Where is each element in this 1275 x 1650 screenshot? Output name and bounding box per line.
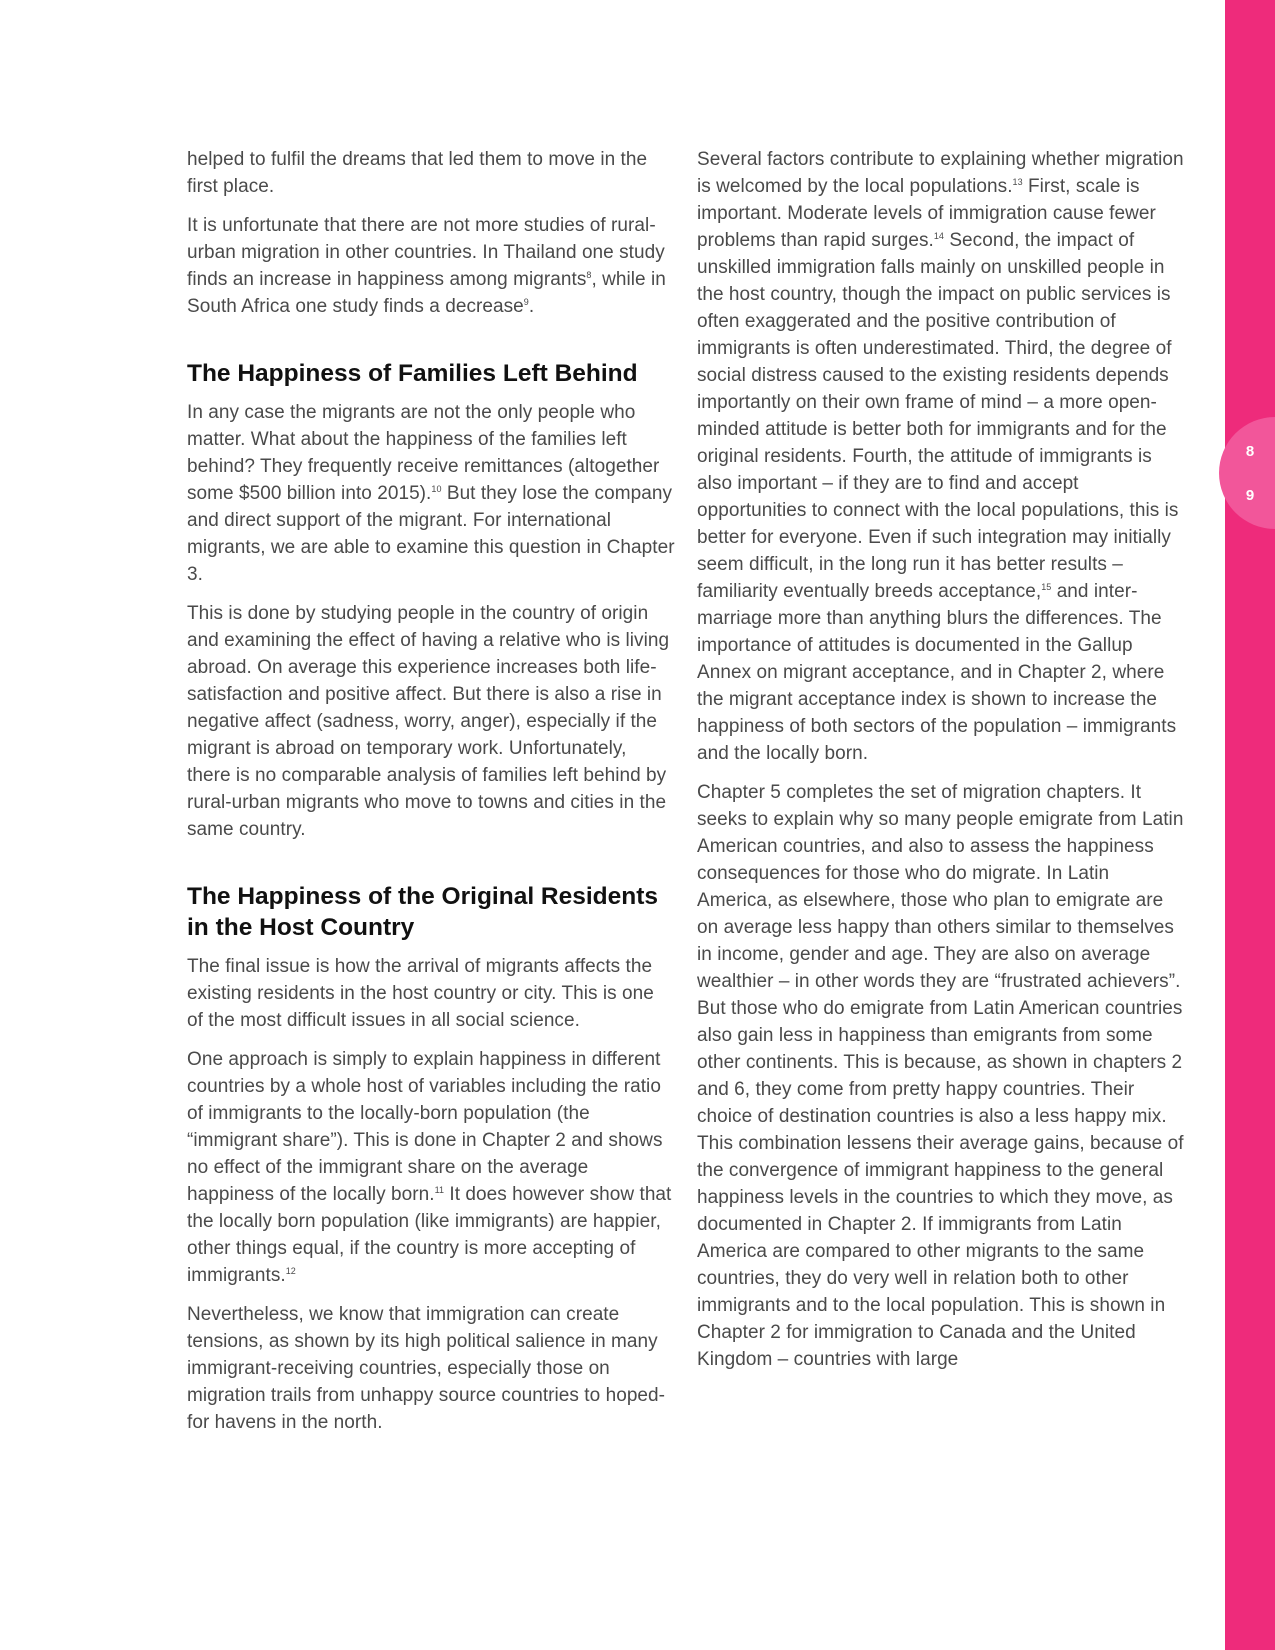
- paragraph: The final issue is how the arrival of migrants affects the existing residents in the host country or city. This is one of the most difficult issues in all social science.: [187, 956, 654, 1031]
- paragraph: Chapter 5 completes the set of migration chapters. It seeks to explain why so many people emigrate from Latin American countries, and also to assess the happiness consequences for those who do migrate. In Latin America, as elsewhere, those who plan to emigrate are on average less happy than others similar to themselves in income, gender and age. They are also on average wealthier – in other words they are “frustrated achievers”. But those who do emigrate from Latin American countries also gain less in happiness than emigrants from some other continents. This is because, as shown in chapters 2 and 6, they come from pretty happy countries. Their choice of destination countries is also a less happy mix. This combination lessens their average gains, because of the convergence of immigrant happiness to the general happiness levels in the countries to which they move, as documented in Chapter 2. If immigrants from Latin America are compared to other migrants to the same countries, they do very well in relation both to other immigrants and to the local population. This is shown in Chapter 2 for immigration to Canada and the United Kingdom – countries with large: [697, 782, 1184, 1370]
- right-column: [697, 146, 1187, 1385]
- footnote-ref: 15: [1041, 582, 1052, 592]
- section-heading: The Happiness of the Original Residents in the Host Country: [187, 883, 659, 941]
- paragraph: It is unfortunate that there are not more studies of rural-urban migration in other countries. In Thailand one study finds an increase in happiness among migrants$^8$, while in South Africa one study finds a decrease$^9$.: [187, 215, 666, 317]
- paragraph: Nevertheless, we know that immigration can create tensions, as shown by its high political salience in many immigrant-receiving countries, especially those on migration trails from unhappy source countries to hoped-for havens in the north.: [187, 1304, 666, 1433]
- paragraph: This is done by studying people in the country of origin and examining the effect of having a relative who is living abroad. On average this experience increases both life-satisfaction and positive affect. But there is also a rise in negative affect (sadness, worry, anger), especially if the migrant is abroad on temporary work. Unfortunately, there is no comparable analysis of families left behind by rural-urban migrants who move to towns and cities in the same country.: [187, 603, 670, 840]
- footnote-ref: 9: [523, 297, 529, 307]
- footnote-ref: 13: [1012, 177, 1023, 187]
- paragraph: In any case the migrants are not the only people who matter. What about the happiness of the families left behind? They frequently receive remittances (altogether some $500 billion into 2015).$^{10}$ But they lose the company and direct support of the migrant. For international migrants, we are able to examine this question in Chapter 3.: [187, 402, 675, 585]
- footnote-ref: 12: [285, 1266, 296, 1276]
- paragraph: helped to fulfil the dreams that led them to move in the first place.: [187, 149, 648, 197]
- footnote-ref: 10: [431, 484, 442, 494]
- paragraph: Several factors contribute to explaining whether migration is welcomed by the local populations.$^{13}$ First, scale is important. Moderate levels of immigration cause fewer problems than rapid surges.$^{14}$ Second, the impact of unskilled immigration falls mainly on unskilled people in the host country, though the impact on public services is often exaggerated and the positive contribution of immigrants is often underestimated. Third, the degree of social distress caused to the existing residents depends importantly on their own frame of mind – a more open-minded attitude is better both for immigrants and for the original residents. Fourth, the attitude of immigrants is also important – if they are to find and accept opportunities to connect with the local populations, this is better for everyone. Even if such integration may initially seem difficult, in the long run it has better results – familiarity eventually breeds acceptance,$^{15}$ and inter-marriage more than anything blurs the differences. The importance of attitudes is documented in the Gallup Annex on migrant acceptance, and in Chapter 2, where the migrant acceptance index is shown to increase the happiness of both sectors of the population – immigrants and the locally born.: [697, 149, 1184, 764]
- chapter-number-top: 8: [1245, 443, 1255, 460]
- footnote-ref: 8: [586, 270, 592, 280]
- paragraph: One approach is simply to explain happiness in different countries by a whole host of variables including the ratio of immigrants to the locally-born population (the “immigrant share”). This is done in Chapter 2 and shows no effect of the immigrant share on the average happiness of the locally born.$^{11}$ It does however show that the locally born population (like immigrants) are happier, other things equal, if the country is more accepting of immigrants.$^{12}$: [187, 1049, 672, 1286]
- left-column: [187, 146, 675, 1448]
- footnote-ref: 11: [434, 1185, 445, 1195]
- accent-sidebar: [1225, 0, 1275, 1650]
- footnote-ref: 14: [933, 231, 944, 241]
- section-heading: The Happiness of Families Left Behind: [187, 360, 638, 387]
- chapter-number-bottom: 9: [1245, 487, 1255, 504]
